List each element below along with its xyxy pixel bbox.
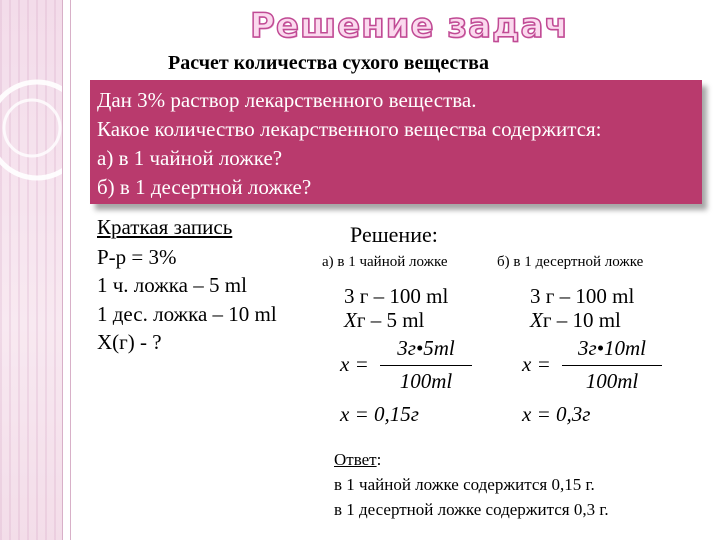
slide-subtitle: Расчет количества сухого вещества xyxy=(168,52,489,74)
notes-line: Р-р = 3% xyxy=(97,245,177,269)
answer-colon: : xyxy=(376,450,382,469)
answer-line: в 1 десертной ложке содержится 0,3 г. xyxy=(334,500,609,519)
solution-b-var: X xyxy=(530,308,543,332)
solution-a-line1: 3 г – 100 ml xyxy=(344,284,449,308)
answer-heading xyxy=(334,450,381,470)
notes-line: 1 ч. ложка – 5 ml xyxy=(97,273,247,297)
answer-line: в 1 чайной ложке содержится 0,15 г. xyxy=(334,475,595,494)
solution-heading: Решение: xyxy=(350,222,438,247)
fraction-bar xyxy=(380,365,472,366)
solution-a-fraction xyxy=(380,336,472,396)
solution-a-label: а) в 1 чайной ложке xyxy=(322,254,448,270)
solution-b-numerator: 3г•10ml xyxy=(577,336,647,360)
task-line: Дан 3% раствор лекарственного вещества. xyxy=(97,88,477,112)
slide-title: Решение задач xyxy=(250,6,569,46)
task-line: б) в 1 десертной ложке? xyxy=(97,175,312,199)
notes-line: 1 дес. ложка – 10 ml xyxy=(97,302,277,326)
solution-b-label: б) в 1 десертной ложке xyxy=(497,254,644,270)
task-line: а) в 1 чайной ложке? xyxy=(97,146,283,170)
solution-b-x-eq: x = xyxy=(522,352,551,376)
solution-b-line1: 3 г – 100 ml xyxy=(530,284,635,308)
decorative-sidebar xyxy=(0,0,62,540)
solution-b-line2: г – 10 ml xyxy=(542,308,621,332)
solution-b-fraction xyxy=(562,336,662,396)
swirl-decoration-icon xyxy=(0,40,62,220)
fraction-bar xyxy=(562,365,662,366)
task-line: Какое количество лекарственного вещества содержится: xyxy=(97,117,602,141)
solution-a-numerator: 3г•5ml xyxy=(397,336,455,360)
task-box xyxy=(90,80,702,204)
solution-a-result: x = 0,15г xyxy=(340,402,419,426)
notes-heading: Краткая запись xyxy=(97,215,233,239)
notes-line: X(г) - ? xyxy=(97,330,162,354)
solution-a-line2: г – 5 ml xyxy=(356,308,425,332)
divider-line xyxy=(70,0,71,540)
divider-line xyxy=(62,0,63,540)
solution-a-denominator: 100ml xyxy=(399,369,453,393)
solution-b-result: x = 0,3г xyxy=(522,402,591,426)
solution-b-denominator: 100ml xyxy=(585,369,639,393)
solution-a-x-eq: x = xyxy=(340,352,369,376)
solution-a-var: X xyxy=(344,308,357,332)
answer-label: Ответ xyxy=(334,450,377,469)
